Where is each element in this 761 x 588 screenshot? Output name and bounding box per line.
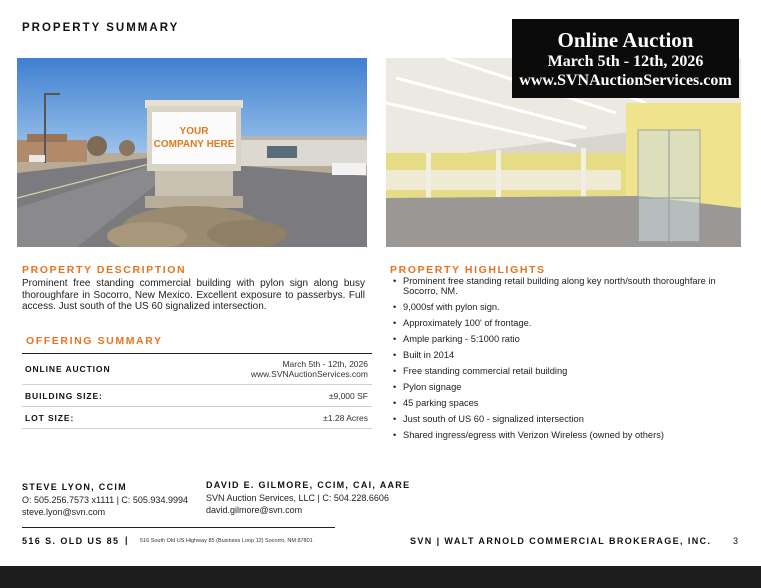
auction-title: Online Auction xyxy=(557,28,694,52)
property-highlights-title: PROPERTY HIGHLIGHTS xyxy=(390,264,546,276)
offering-summary-title: OFFERING SUMMARY xyxy=(26,335,163,347)
contact-name: STEVE LYON, CCIM xyxy=(22,482,127,492)
contact-name: DAVID E. GILMORE, CCIM, CAI, AARE xyxy=(206,480,411,490)
highlight-item: • Free standing commercial retail building xyxy=(392,366,722,376)
contact-phone[interactable]: O: 505.256.7573 x1111 | C: 505.934.9994 xyxy=(22,495,188,505)
highlight-item: • Built in 2014 xyxy=(392,350,722,360)
footer-divider xyxy=(22,527,335,528)
highlight-item: • Prominent free standing retail building along key north/south thoroughfare in Socorro, NM. xyxy=(392,276,722,296)
offering-label: LOT SIZE: xyxy=(25,412,75,423)
offering-row-auction xyxy=(22,354,372,385)
offering-summary-table xyxy=(22,353,372,429)
offering-label: ONLINE AUCTION xyxy=(25,364,111,374)
highlight-item: • Approximately 100' of frontage. xyxy=(392,318,722,328)
contact-company-phone[interactable]: SVN Auction Services, LLC | C: 504.228.6606 xyxy=(206,493,389,503)
sign-text-line2: COMPANY HERE xyxy=(153,139,235,150)
offering-label: BUILDING SIZE: xyxy=(25,390,103,401)
footer-address: 516 S. OLD US 85 xyxy=(22,536,120,546)
property-description-text: Prominent free standing commercial building with pylon sign along busy thoroughfare in Socorro, New Mexico. Excellent exposure to passerbys. Full access. Just south of the US 60 signalized intersection. xyxy=(22,278,365,312)
property-highlights-list xyxy=(392,276,722,446)
offering-value: ±9,000 SF xyxy=(328,390,368,401)
highlight-item: • 45 parking spaces xyxy=(392,398,722,408)
highlight-item: • Shared ingress/egress with Verizon Wireless (owned by others) xyxy=(392,430,722,440)
highlight-item: • 9,000sf with pylon sign. xyxy=(392,302,722,312)
property-description-title: PROPERTY DESCRIPTION xyxy=(22,264,187,276)
footer-address-full: 516 South Old US Highway 85 (Business Loop 12) Socorro, NM 87801 xyxy=(140,538,313,544)
footer-separator: | xyxy=(125,535,128,545)
contact-david-gilmore xyxy=(206,480,410,516)
auction-website[interactable]: www.SVNAuctionServices.com xyxy=(519,72,732,89)
offering-value: ±1.28 Acres xyxy=(323,412,368,423)
sign-text-line1: YOUR xyxy=(179,126,209,137)
property-exterior-photo xyxy=(17,58,367,247)
auction-banner xyxy=(512,19,739,98)
offering-value: March 5th - 12th, 2026 xyxy=(282,359,368,369)
highlight-item: • Just south of US 60 - signalized intersection xyxy=(392,414,722,424)
contact-email[interactable]: steve.lyon@svn.com xyxy=(22,507,106,517)
auction-dates: March 5th - 12th, 2026 xyxy=(547,53,704,70)
page-number: 3 xyxy=(733,536,739,546)
contact-steve-lyon xyxy=(22,482,188,518)
offering-row-building-size xyxy=(22,385,372,407)
contact-email[interactable]: david.gilmore@svn.com xyxy=(206,505,303,515)
offering-value-website[interactable]: www.SVNAuctionServices.com xyxy=(250,369,368,379)
exterior-photo-illustration xyxy=(17,58,367,247)
footer-brand: SVN | WALT ARNOLD COMMERCIAL BROKERAGE, INC. xyxy=(410,536,712,546)
bottom-bar xyxy=(0,566,761,588)
highlight-item: • Pylon signage xyxy=(392,382,722,392)
offering-row-lot-size xyxy=(22,407,372,429)
page-title: PROPERTY SUMMARY xyxy=(22,22,180,34)
highlight-item: • Ample parking - 5:1000 ratio xyxy=(392,334,722,344)
